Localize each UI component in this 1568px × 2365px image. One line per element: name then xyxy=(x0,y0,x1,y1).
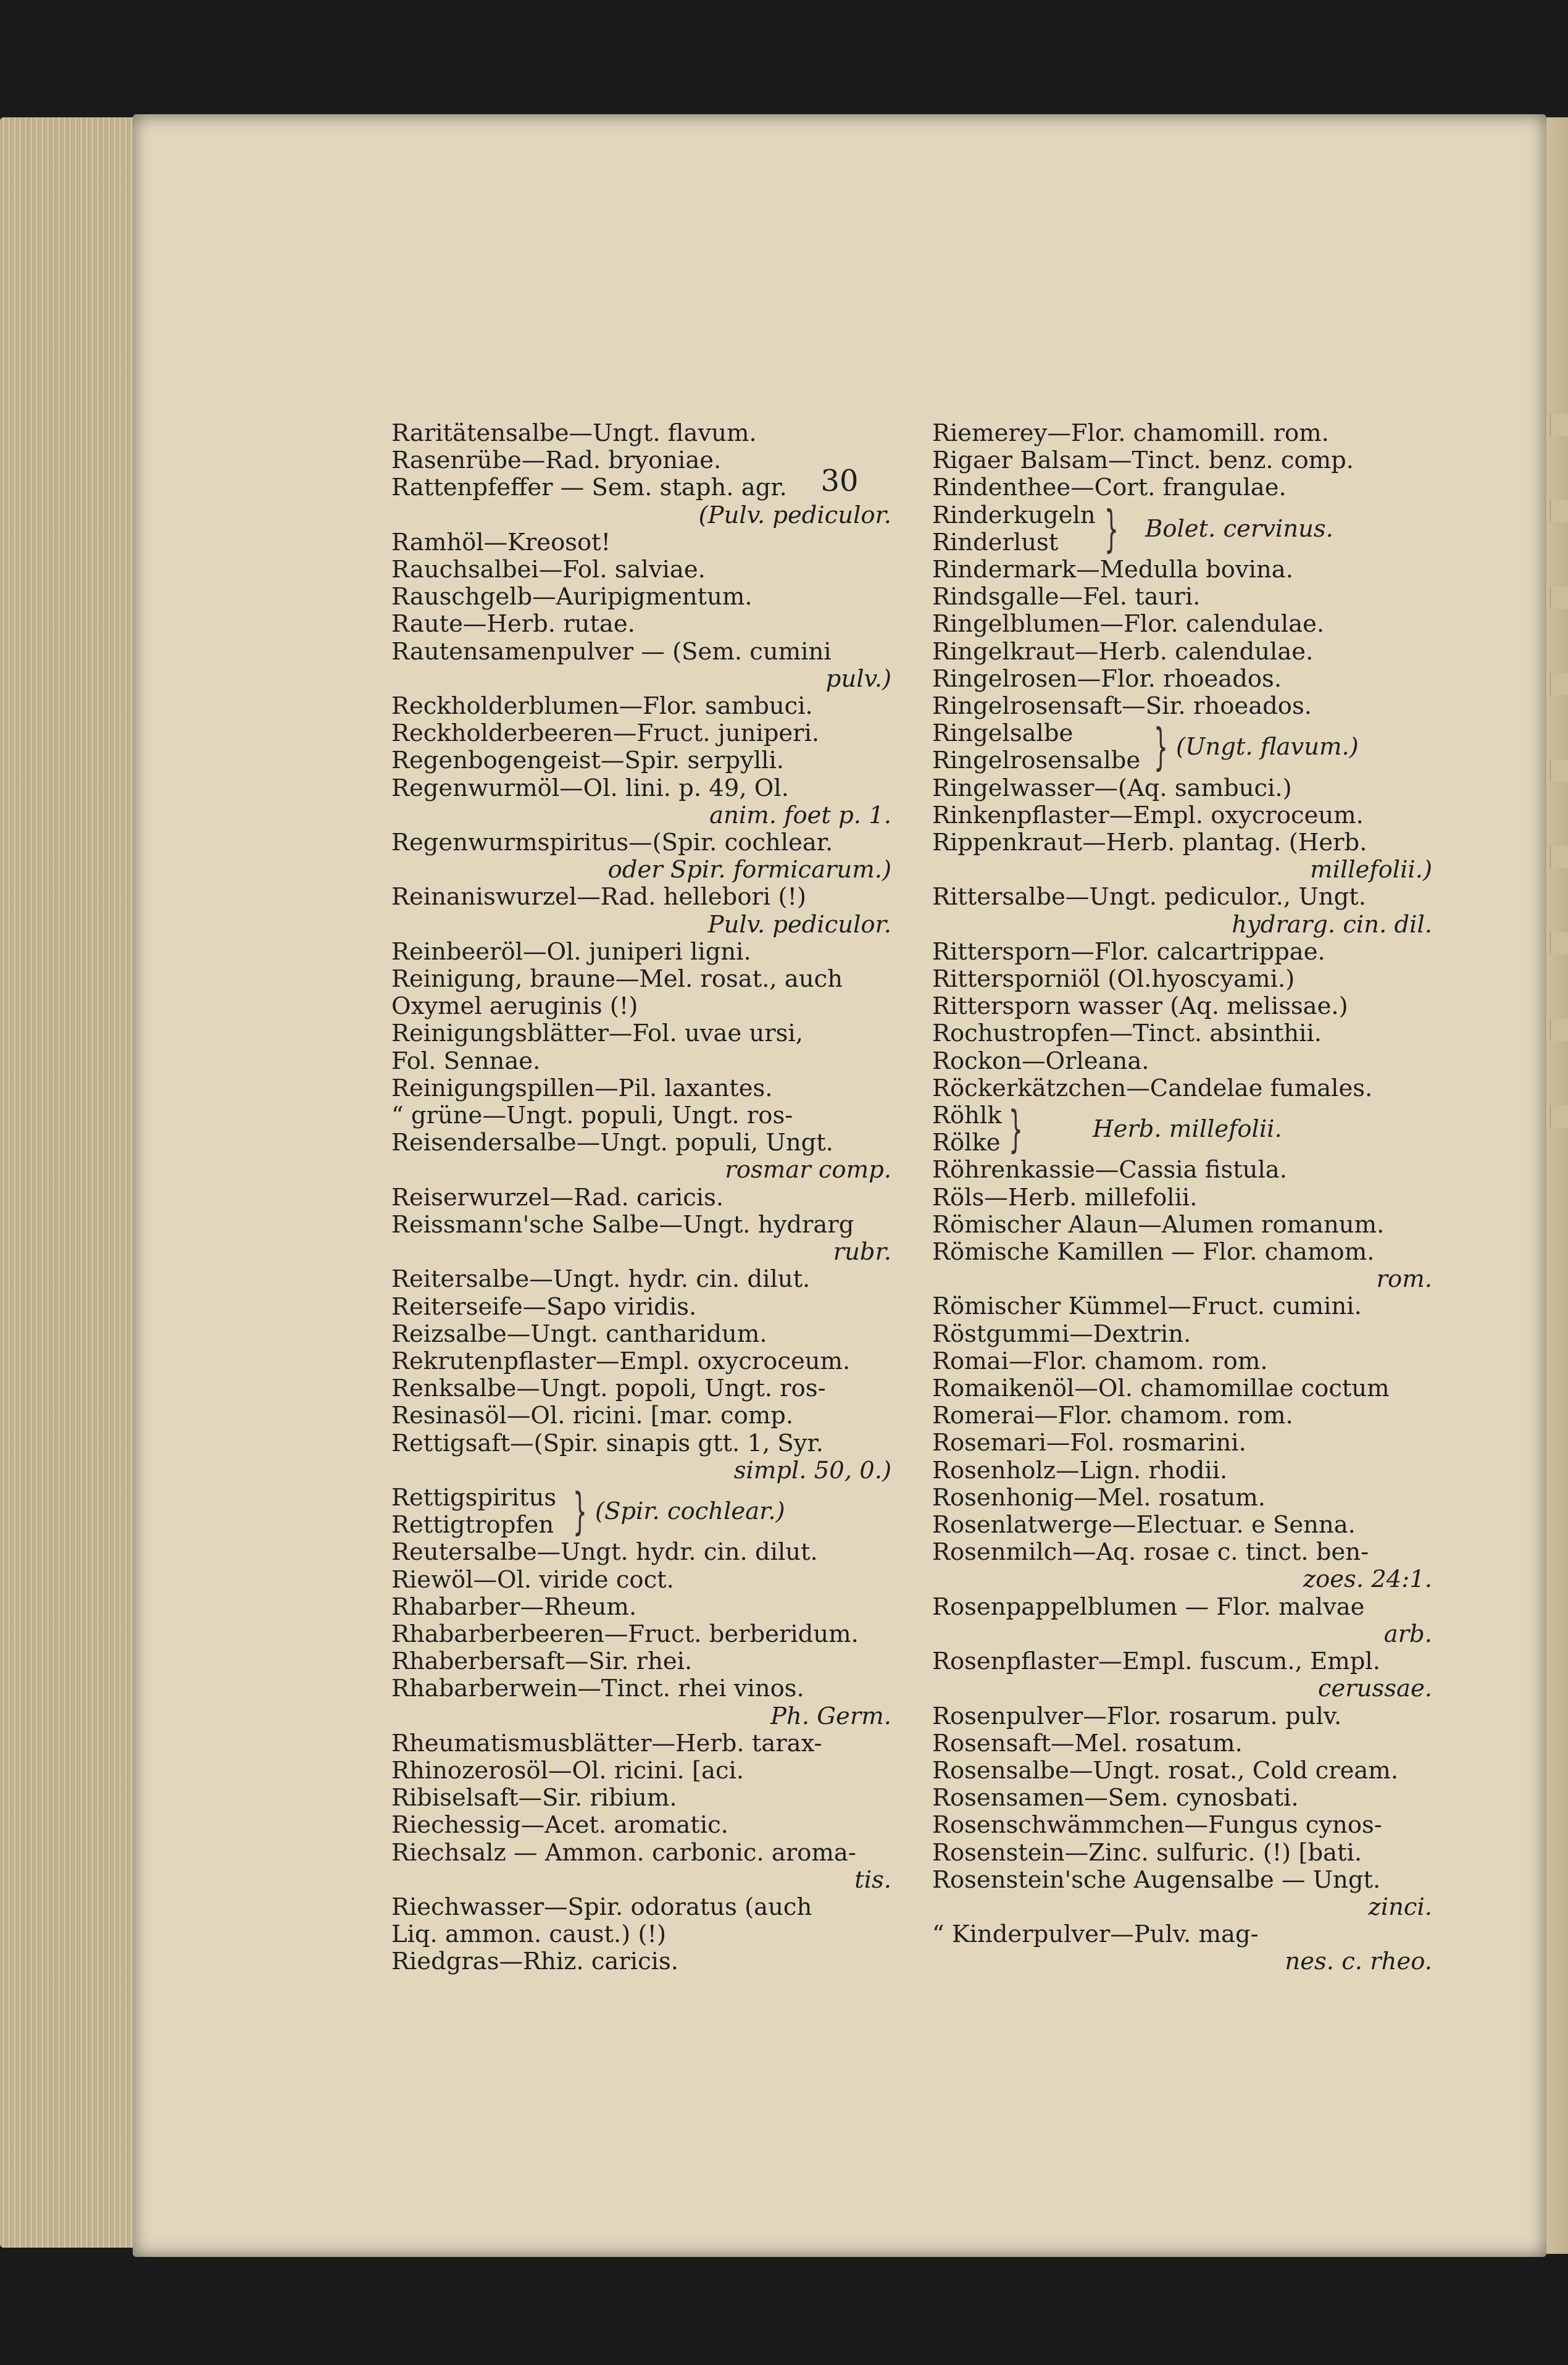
dictionary-entry: Rosenpappelblumen — Flor. malvae xyxy=(932,1593,1365,1621)
dictionary-entry: Raritätensalbe—Ungt. flavum. xyxy=(391,419,757,447)
entry-term: Ringelrosensalbe xyxy=(932,747,1141,775)
dictionary-entry: Rittersporn—Flor. calcartrippae. xyxy=(932,937,1325,966)
dictionary-entry: Ringelrosen—Flor. rhoeados. xyxy=(932,664,1282,693)
index-tab xyxy=(1550,1105,1568,1128)
entry-list xyxy=(932,556,1432,720)
dictionary-entry: Rosemari—Fol. rosmarini. xyxy=(932,1429,1246,1457)
dictionary-entry: Fol. Sennae. xyxy=(391,1047,541,1075)
dictionary-entry: Riewöl—Ol. viride coct. xyxy=(391,1565,674,1594)
dictionary-entry: Rindenthee—Cort. frangulae. xyxy=(932,474,1287,502)
dictionary-entry: Röhrenkassie—Cassia fistula. xyxy=(932,1156,1287,1184)
dictionary-entry: Reinigungspillen—Pil. laxantes. xyxy=(391,1074,773,1102)
entry-continuation: simpl. 50, 0.) xyxy=(733,1456,891,1484)
entry-continuation: rom. xyxy=(1376,1265,1432,1294)
dictionary-entry: Ringelblumen—Flor. calendulae. xyxy=(932,610,1325,638)
dictionary-entry: Riechessig—Acet. aromatic. xyxy=(391,1811,728,1840)
dictionary-entry: Rinkenpflaster—Empl. oxycroceum. xyxy=(932,801,1364,829)
left-column xyxy=(391,420,891,1976)
entry-continuation: (Pulv. pediculor. xyxy=(698,501,891,529)
dictionary-entry: Riechwasser—Spir. odoratus (auch xyxy=(391,1893,812,1921)
entry-term: Röhlk xyxy=(932,1102,1002,1130)
dictionary-entry: Reckholderbeeren—Fruct. juniperi. xyxy=(391,719,820,748)
dictionary-entry: “ Kinderpulver—Pulv. mag- xyxy=(932,1920,1259,1949)
dictionary-entry: Rhaberbersaft—Sir. rhei. xyxy=(391,1647,693,1676)
dictionary-entry: Rosenschwämmchen—Fungus cynos- xyxy=(932,1811,1382,1840)
index-tab xyxy=(1550,1019,1568,1041)
dictionary-entry: Rosenstein'sche Augensalbe — Ungt. xyxy=(932,1865,1381,1894)
entry-continuation: anim. foet p. 1. xyxy=(709,801,891,829)
dictionary-entry: Rosenpulver—Flor. rosarum. pulv. xyxy=(932,1702,1342,1730)
dictionary-entry: Riechsalz — Ammon. carbonic. aroma- xyxy=(391,1838,856,1867)
brace-mark: } xyxy=(572,1482,587,1540)
entry-continuation: hydrarg. cin. dil. xyxy=(1232,910,1432,939)
entry-term: Rinderkugeln xyxy=(932,501,1096,529)
dictionary-entry: Reiserwurzel—Rad. caricis. xyxy=(391,1183,724,1212)
entry-continuation: nes. c. rheo. xyxy=(1285,1948,1432,1976)
dictionary-entry: Romerai—Flor. chamom. rom. xyxy=(932,1402,1293,1430)
dictionary-entry: Ramhöl—Kreosot! xyxy=(391,528,611,556)
entry-reference: (Spir. cochlear.) xyxy=(595,1497,785,1525)
page-number: 30 xyxy=(820,464,859,498)
dictionary-entry: Rittersalbe—Ungt. pediculor., Ungt. xyxy=(932,883,1366,911)
dictionary-entry: Röls—Herb. millefolii. xyxy=(932,1183,1198,1212)
entry-continuation: Ph. Germ. xyxy=(770,1702,891,1730)
dictionary-entry: Rosensamen—Sem. cynosbati. xyxy=(932,1784,1299,1812)
dictionary-entry: Reinaniswurzel—Rad. hellebori (!) xyxy=(391,883,806,911)
dictionary-entry: Riemerey—Flor. chamomill. rom. xyxy=(932,419,1329,447)
dictionary-entry: Regenwurmöl—Ol. lini. p. 49, Ol. xyxy=(391,774,789,802)
entry-reference: Herb. millefolii. xyxy=(1093,1115,1282,1144)
dictionary-entry: Ribiselsaft—Sir. ribium. xyxy=(391,1784,677,1812)
entry-reference: Bolet. cervinus. xyxy=(1145,514,1333,543)
dictionary-entry: Rockon—Orleana. xyxy=(932,1047,1149,1075)
entry-reference: (Ungt. flavum.) xyxy=(1176,733,1359,761)
dictionary-entry: “ grüne—Ungt. populi, Ungt. ros- xyxy=(391,1102,793,1130)
dictionary-entry: Rauchsalbei—Fol. salviae. xyxy=(391,556,706,584)
right-column xyxy=(932,420,1432,1976)
entry-continuation: rubr. xyxy=(833,1238,891,1266)
dictionary-entry: Rhabarber—Rheum. xyxy=(391,1593,637,1621)
dictionary-entry: Rhinozerosöl—Ol. ricini. [aci. xyxy=(391,1756,744,1785)
dictionary-entry: Römischer Kümmel—Fruct. cumini. xyxy=(932,1292,1362,1321)
index-tab xyxy=(1550,932,1568,955)
entry-term: Ringelsalbe xyxy=(932,719,1074,748)
dictionary-entry: Rattenpfeffer — Sem. staph. agr. xyxy=(391,474,787,502)
dictionary-entry: Reitersalbe—Ungt. hydr. cin. dilut. xyxy=(391,1265,811,1294)
brace-group xyxy=(932,720,1432,774)
brace-mark: } xyxy=(1153,718,1168,776)
dictionary-entry: Reinigungsblätter—Fol. uvae ursi, xyxy=(391,1019,803,1048)
entry-list xyxy=(932,1157,1432,1975)
entry-continuation: millefolii.) xyxy=(1310,856,1432,884)
dictionary-entry: Röstgummi—Dextrin. xyxy=(932,1320,1191,1348)
dictionary-entry: Reiterseife—Sapo viridis. xyxy=(391,1292,697,1321)
entry-continuation: pulv.) xyxy=(825,664,891,693)
brace-mark: } xyxy=(1008,1100,1023,1158)
index-tab xyxy=(1550,414,1568,436)
entry-continuation: cerussae. xyxy=(1317,1675,1432,1703)
entry-list xyxy=(391,1539,891,1975)
dictionary-entry: Röckerkätzchen—Candelae fumales. xyxy=(932,1074,1373,1102)
dictionary-entry: Renksalbe—Ungt. popoli, Ungt. ros- xyxy=(391,1375,826,1403)
entry-continuation: rosmar comp. xyxy=(725,1156,891,1184)
dictionary-entry: Rosenholz—Lign. rhodii. xyxy=(932,1456,1228,1484)
entry-continuation: Pulv. pediculor. xyxy=(707,910,891,939)
entry-term: Rettigtropfen xyxy=(391,1511,554,1539)
dictionary-entry: Reinigung, braune—Mel. rosat., auch xyxy=(391,965,843,994)
dictionary-entry: Regenwurmspiritus—(Spir. cochlear. xyxy=(391,829,833,857)
dictionary-entry: Rosensaft—Mel. rosatum. xyxy=(932,1729,1243,1757)
dictionary-entry: Resinasöl—Ol. ricini. [mar. comp. xyxy=(391,1402,794,1430)
dictionary-entry: Romai—Flor. chamom. rom. xyxy=(932,1347,1268,1375)
dictionary-entry: Rosenstein—Zinc. sulfuric. (!) [bati. xyxy=(932,1838,1362,1867)
entry-continuation: oder Spir. formicarum.) xyxy=(607,856,891,884)
brace-group xyxy=(932,1102,1432,1157)
dictionary-entry: Ringelwasser—(Aq. sambuci.) xyxy=(932,774,1292,802)
dictionary-entry: Rosenpflaster—Empl. fuscum., Empl. xyxy=(932,1647,1380,1676)
dictionary-entry: Raute—Herb. rutae. xyxy=(391,610,635,638)
dictionary-entry: Rauschgelb—Auripigmentum. xyxy=(391,583,753,611)
entry-continuation: zinci. xyxy=(1368,1893,1432,1921)
dictionary-entry: Rindsgalle—Fel. tauri. xyxy=(932,583,1201,611)
dictionary-entry: Rosenlatwerge—Electuar. e Senna. xyxy=(932,1511,1356,1539)
dictionary-entry: Rosenhonig—Mel. rosatum. xyxy=(932,1483,1266,1512)
dictionary-entry: Oxymel aeruginis (!) xyxy=(391,992,638,1021)
entry-continuation: arb. xyxy=(1383,1620,1432,1648)
dictionary-entry: Rasenrübe—Rad. bryoniae. xyxy=(391,446,722,475)
dictionary-entry: Reutersalbe—Ungt. hydr. cin. dilut. xyxy=(391,1538,818,1567)
dictionary-entry: Rittersporn wasser (Aq. melissae.) xyxy=(932,992,1348,1021)
dictionary-entry: Rosensalbe—Ungt. rosat., Cold cream. xyxy=(932,1756,1399,1785)
dictionary-entry: Römische Kamillen — Flor. chamom. xyxy=(932,1238,1375,1266)
dictionary-entry: Reckholderblumen—Flor. sambuci. xyxy=(391,692,813,721)
dictionary-entry: Rigaer Balsam—Tinct. benz. comp. xyxy=(932,446,1354,475)
dictionary-entry: Reisendersalbe—Ungt. populi, Ungt. xyxy=(391,1129,834,1157)
dictionary-entry: Rittersporniöl (Ol.hyoscyami.) xyxy=(932,965,1295,994)
dictionary-entry: Rautensamenpulver — (Sem. cumini xyxy=(391,637,832,666)
dictionary-entry: Liq. ammon. caust.) (!) xyxy=(391,1920,666,1949)
dictionary-entry: Rekrutenpflaster—Empl. oxycroceum. xyxy=(391,1347,851,1375)
brace-group xyxy=(932,502,1432,556)
entry-continuation: zoes. 24:1. xyxy=(1303,1565,1432,1594)
index-tab xyxy=(1550,760,1568,782)
dictionary-entry: Rhabarberwein—Tinct. rhei vinos. xyxy=(391,1675,804,1703)
dictionary-entry: Rindermark—Medulla bovina. xyxy=(932,556,1293,584)
index-tab xyxy=(1550,673,1568,695)
page-stack xyxy=(0,117,148,2248)
brace-mark: } xyxy=(1104,500,1119,558)
entry-term: Rettigspiritus xyxy=(391,1483,557,1512)
dictionary-entry: Romaikenöl—Ol. chamomillae coctum xyxy=(932,1375,1390,1403)
index-tab xyxy=(1550,500,1568,522)
dictionary-entry: Rheumatismusblätter—Herb. tarax- xyxy=(391,1729,822,1757)
entry-term: Rinderlust xyxy=(932,528,1059,556)
dictionary-entry: Reissmann'sche Salbe—Ungt. hydrarg xyxy=(391,1210,854,1239)
dictionary-entry: Regenbogengeist—Spir. serpylli. xyxy=(391,747,785,775)
dictionary-entry: Riedgras—Rhiz. caricis. xyxy=(391,1948,678,1976)
dictionary-entry: Römischer Alaun—Alumen romanum. xyxy=(932,1210,1385,1239)
dictionary-entry: Ringelkraut—Herb. calendulae. xyxy=(932,637,1314,666)
dictionary-entry: Reinbeeröl—Ol. juniperi ligni. xyxy=(391,937,751,966)
dictionary-entry: Rochustropfen—Tinct. absinthii. xyxy=(932,1019,1322,1048)
dictionary-entry: Rettigsaft—(Spir. sinapis gtt. 1, Syr. xyxy=(391,1429,824,1457)
entry-list xyxy=(932,775,1432,1102)
dictionary-entry: Rhabarberbeeren—Fruct. berberidum. xyxy=(391,1620,859,1648)
dictionary-entry: Reizsalbe—Ungt. cantharidum. xyxy=(391,1320,767,1348)
entry-list xyxy=(932,420,1432,502)
dictionary-entry: Ringelrosensaft—Sir. rhoeados. xyxy=(932,692,1312,721)
dictionary-entry: Rippenkraut—Herb. plantag. (Herb. xyxy=(932,829,1367,857)
entry-continuation: tis. xyxy=(854,1865,891,1894)
index-tab xyxy=(1550,587,1568,609)
entry-list xyxy=(391,420,891,1484)
index-tab xyxy=(1550,846,1568,868)
brace-group xyxy=(391,1484,891,1539)
entry-term: Rölke xyxy=(932,1129,1001,1157)
dictionary-entry: Rosenmilch—Aq. rosae c. tinct. ben- xyxy=(932,1538,1369,1567)
